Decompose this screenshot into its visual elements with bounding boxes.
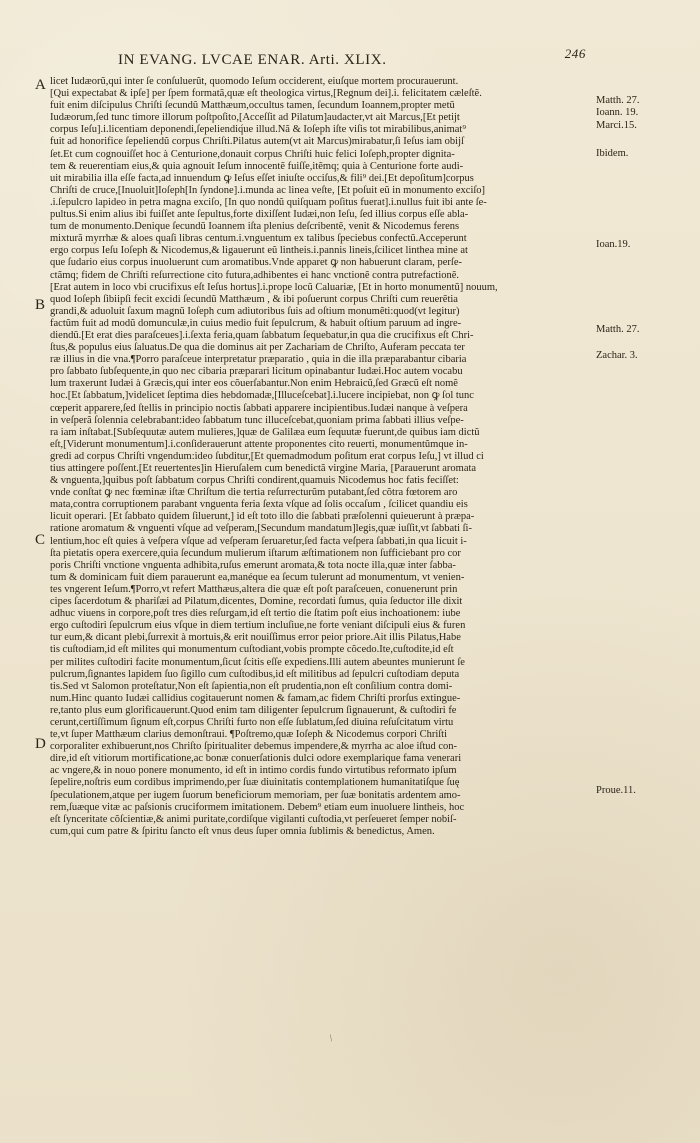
text-line: tes vngerent Ieſum.¶Porro,vt refert Matthæus,altera die quæ eſt poſt paraſceuen, conuenerunt prin [50, 583, 458, 595]
text-line: quod Ioſeph ſibiipſi fecit excidi ſecundũ Matthæum , & ibi poſuerunt corpus Chriſti cum reuerẽtia [50, 293, 458, 305]
text-line: dire,id eſt vitiorum mortificatione,ac bonæ conuerſationis dulci odore exemplarique fama venerari [50, 753, 462, 765]
section-letter-d: D [35, 736, 46, 752]
text-line: ergo corpus Ieſu Ioſeph & Nicodemus,& ligauerunt eũ lintheis.i.pannis lineis,ſcilicet linthea mine at [50, 245, 468, 257]
marginal-reference: Matth. 27. [596, 324, 640, 335]
text-line: tum de monumento.Denique ſecundũ Ioannem iſta plenius deſcribentẽ, venit & Nicodemus ferens [50, 221, 460, 233]
text-line: num.Hinc quanto Iudæi callidius cogitauerunt nomen & famam,ac fidem Chriſti prorſus extingue- [50, 692, 461, 704]
text-line: ſta pietatis opera exercere,quia ſecundum mulierum iſtarum æſtimationem non ſufficiebant pro cor [50, 547, 461, 559]
text-line: Chriſti de cruce,[Inuoluit]Ioſeph[In ſyndone].i.munda ac linea veſte, [Et poſuit eũ in monumento exciſo] [50, 184, 486, 196]
marginal-reference: Marci.15. [596, 120, 637, 131]
text-line: pultus.Si enim alius ibi fuiſſet ante ſepultus,forte dixiſſent Iudæi,non Ieſu, ſed illius corpus eſſe abla- [50, 209, 469, 221]
text-line: poris Chriſti vnctione vnguenta adhibita,ruſus emerunt aromata,& tota nocte illa,quæ inter ſabba- [50, 559, 456, 571]
printer-mark: / [327, 1033, 336, 1044]
text-line: eſt ſynceritate cõſcientiæ,& animi puritate,cordiſque vigilanti cuſtodia,vt perſeueret ſemper nobiſ- [50, 813, 457, 825]
text-line: diendũ.[Et erat dies paraſceues].i.ſexta feria,quam ſabbatum ſequebatur,in qua die crucifixus eſt Chri- [50, 329, 474, 341]
text-line: Iudæorum,ſed tunc timore illorum poſtpoſito,[Acceſſit ad Pilatum]audacter,vt ait Marcus,[Et petijt [50, 112, 460, 124]
text-line: ratione aromatum & vnguenti vſque ad veſperam,[Secundum mandatum]legis,quæ iuſſit,vt ſabbati ſi- [50, 523, 472, 535]
text-line: rem,ſuæque vitæ ac paſsionis cruciformem imitationem. Debem⁹ etiam eum inuoluere lintheis, hoc [50, 801, 465, 813]
text-line: licet Iudæorũ,qui inter ſe conſuluerũt, quomodo Ieſum occiderent, eiuſque mortem procurauerunt. [50, 76, 459, 87]
text-line: ſepelire,noſtris eum cordibus imprimendo,per ſuæ diuinitatis contemplationem humanitatiſque ſuę [50, 777, 460, 789]
text-line [50, 898, 569, 910]
running-title: IN EVANG. LVCAE ENAR. Arti. XLIX. [118, 51, 387, 68]
text-line: licuit operari. [Et ſabbato quidem ſiluerunt,] id eſt toto illo die ſabbati præſolenni quieuerunt à præpa- [50, 511, 475, 523]
text-line: mixturã myrrhæ & aloes quaſi libras centum.i.vnguentum ex talibus ſpeciebus confectũ.Acceperunt [50, 233, 467, 245]
text-line: tem & reuerentiam eius,& quia agnouit Ieſum innocentẽ fuiſſe,itẽmq; quia à Centurione forte audi- [50, 160, 464, 172]
text-line: cerunt,certiſſimum ſignum eſt,corpus Chriſti furto non eſſe ſublatum,ſed diuina reſuſcitatum virtu [50, 716, 454, 728]
text-line: ra iam inſtabat.[Subſequutæ autem mulieres,]quæ de Galilæa eum ſequutæ fuerunt,de quibus iam dictũ [50, 426, 480, 438]
text-line: que ſudario eius corpus inuoluerunt cum aromatibus.Vnde apparet ꝙ non habuerunt claram, perſe- [50, 257, 463, 269]
text-line: gredi ad corpus Chriſti vngendum:ideo ſubditur,[Et quemadmodum poſitum erat corpus Ieſu,] vt illud ci [50, 450, 484, 462]
text-line: in veſperã ſolennia celebrabant:ideo ſabbatum tunc illuceſcebat,quoniam prima ſabbati illius veſpe- [50, 414, 464, 426]
text-line [50, 910, 569, 922]
text-line: corporaliter exhibuerunt,nos Chriſto ſpiritualiter debemus impendere,& myrrha ac aloe iſtud con- [50, 741, 458, 753]
section-letter-c: C [35, 532, 46, 548]
text-line: [Qui expectabat & ipſe] per ſpem formatã,quæ eſt theologica virtus,[Regnum dei].i. felicitatem cæleſtẽ. [50, 88, 482, 100]
marginal-reference: Proue.11. [596, 785, 636, 796]
text-line: per milites cuſtodiri facite monumentum,ſicut ſcitis eſſe expediens.Illi autem abeuntes munierunt ſe [50, 656, 465, 668]
page-number: 246 [564, 46, 586, 61]
text-line [50, 862, 569, 874]
text-line [50, 838, 569, 850]
text-line: ræ illius in die vna.¶Porro paraſceue interpretatur præparatio , quia in die illa præparabantur cibaria [50, 354, 467, 366]
text-line: cœperit apparere,ſed ſtellis in principio noctis ſabbati apparere incipientibus.Iudæi nanque à veſpera [50, 402, 468, 414]
text-line: ergo cuſtodiri ſepulcrum eius vſque in diem tertium incluſiue,ne forte veniant diſcipuli eius & furen [50, 620, 466, 632]
marginal-reference: Zachar. 3. [596, 350, 638, 361]
text-line: adhuc viuens in corpore,poſt tres dies reſurgam,id eſt tertio die ſtatim poſt eius inchoationem: iube [50, 608, 461, 620]
text-line: tum & dominicam fuit diem parauerunt ea,manéque ea ſecum tulerunt ad monumentum, vt venien- [50, 571, 465, 583]
text-line: ſpeculationem,atque per iugem ſuorum beneficiorum memoriam, per ſuæ bonitatis ardentem amo- [50, 789, 461, 801]
text-line [50, 886, 569, 898]
marginal-reference: Ibidem. [596, 148, 629, 159]
text-line: lentium,hoc eſt quies à veſpera vſque ad veſperam ſeruaretur,ſed facta veſpera ſabbati,in qua licuit i- [50, 535, 467, 547]
text-line: eſt,[Viderunt monumentum].i.conſiderauerunt attente proponentes cito reuerti, monumentũmque in- [50, 438, 468, 450]
text-line: [Erat autem in loco vbi crucifixus eſt Ieſus hortus].i.prope locũ Caluariæ, [Et in horto monumentũ] nouum, [50, 281, 498, 293]
text-line: pulcrum,ſignantes lapidem ſuo ſigillo cum cuſtodibus,id eſt militibus ad ſepulcri cuſtodiam deputa [50, 668, 460, 680]
text-line: ſet.Et cum cognouiſſet hoc à Centurione,donauit corpus Chriſti huic felici Ioſeph,propter dignita- [50, 148, 455, 160]
text-line: lum traxerunt Iudæi à Græcis,qui inter eos cõuerſabantur.Non enim Hebraicũ,ſed Græcũ eſt nomẽ [50, 378, 458, 390]
text-line: ac vngere,& in nouo ponere monumento, id eſt in intimo cordis fundo virtutibus reformato ipſum [50, 765, 457, 777]
text-line: corpus Ieſu].i.licentiam deponendi,ſepeliendiq́ue illud.Nã & Ioſeph iſte viſis tot mirabilibus,animat⁹ [50, 124, 466, 136]
text-line: tius attingere poſſent.[Et reuertentes]in Hieruſalem cum benedictã virgine Maria, [Parauerunt aromata [50, 463, 477, 474]
text-line: re,tanto plus eum glorificauerunt.Quod enim tam diligenter ſepulcrum ſignauerunt, & cuſtodiri fe [50, 704, 457, 716]
text-line: vnde conſtat ꝙ nec fœminæ iſtæ Chriſtum die tertia reſurrecturũm putabant,ſed cõtra fœtorem aro [50, 487, 458, 499]
section-letter-b: B [35, 297, 46, 313]
text-line: fuit enim diſcipulus Chriſti ſecundũ Matthæum,occultus tamen, ſecundum Ioannem,propter metũ [50, 100, 455, 112]
text-line [50, 874, 569, 886]
text-line: mata,contra corruptionem parabant vnguenta feria ſexta vſque ad ſolis occaſum , ſcilicet quandiu eis [50, 499, 468, 511]
running-header [118, 46, 586, 70]
marginal-reference: Matth. 27. [596, 95, 640, 106]
text-line: cipes ſacerdotum & phariſæi ad Pilatum,dicentes, Domine, recordati ſumus, quia ſeductor ille dixit [50, 596, 463, 608]
text-line: ſtus,& populus eius ſaluatus.De qua die dominus ait per Zachariam de Chriſto, Auferam peccata ter [50, 342, 465, 354]
text-line: pro ſabbato ſubſequente,in quo nec cibaria præparari licitum opinabantur Iudæi.Hoc autem vocabu [50, 366, 463, 378]
text-line: uit mirabilia illa eſſe facta,ad innuendum ꝙ Ieſus eſſet iniuſte occiſus,& fili⁹ dei.[Et depoſitum]corpus [50, 172, 474, 184]
text-line: .i.ſepulcro lapideo in petra magna exciſo, [In quo nondũ quiſquam poſitus fuerat].i.nullus fuit ibi ante ſe- [50, 196, 487, 208]
text-line: tis cuſtodiam,id eſt milites qui monumentum cuſtodiant,vobis prompte cõcedo.Ite,cuſtodite,id eſt [50, 644, 454, 656]
main-text-column [50, 76, 569, 936]
text-line: te,vt ſuper Matthæum clarius demonſtraui. ¶Poſtremo,quæ Ioſeph & Nicodemus corpori Chriſti [50, 729, 447, 741]
text-line: cum,qui cum patre & ſpiritu ſancto eſt vnus deus ſuper omnia ſublimis & benedictus, Amen. [50, 825, 435, 837]
text-line: tis.Sed vt Salomon proteſtatur,Non eſt ſapientia,non eſt prudentia,non eſt conſilium contra domi- [50, 680, 453, 692]
text-line: hoc.[Et ſabbatum,]videlicet ſeptima dies hebdomadæ,[Illuceſcebat].i.lucere incipiebat, non ꝙ ſol tunc [50, 390, 474, 402]
text-line: tur eum,& dicant plebi,ſurrexit à mortuis,& erit nouiſſimus error peior priore.Ait illis Pilatus,Habe [50, 632, 461, 644]
text-line: & vnguenta,]quibus poſt ſabbatum corpus Chriſti condirent,quamuis Nicodemus hoc fatis feciſſet: [50, 475, 459, 487]
section-letter-a: A [35, 77, 46, 93]
text-line: grandi,& aduoluit ſaxum magnũ Ioſeph cum adiutoribus ſuis ad oſtium monumẽti:quod(vt legitur) [50, 305, 460, 317]
marginal-reference: Ioann. 19. [596, 107, 639, 118]
text-line [50, 850, 569, 862]
text-line: factũm fuit ad modũ domunculæ,in cuius medio fuit ſepulcrum, & habuit oſtium paruum ad ingre- [50, 317, 462, 329]
marginal-reference: Ioan.19. [596, 239, 631, 250]
text-line: ctãmq; fidem de Chriſti reſurrectione cito futura,adhibentes ei hanc vnctionẽ contra putrefactionẽ. [50, 269, 460, 281]
text-line: fuit ad honorifice ſepeliendũ corpus Chriſti.Pilatus autem(vt ait Marcus)mirabatur,ſi Ieſus iam obijſ [50, 136, 464, 148]
